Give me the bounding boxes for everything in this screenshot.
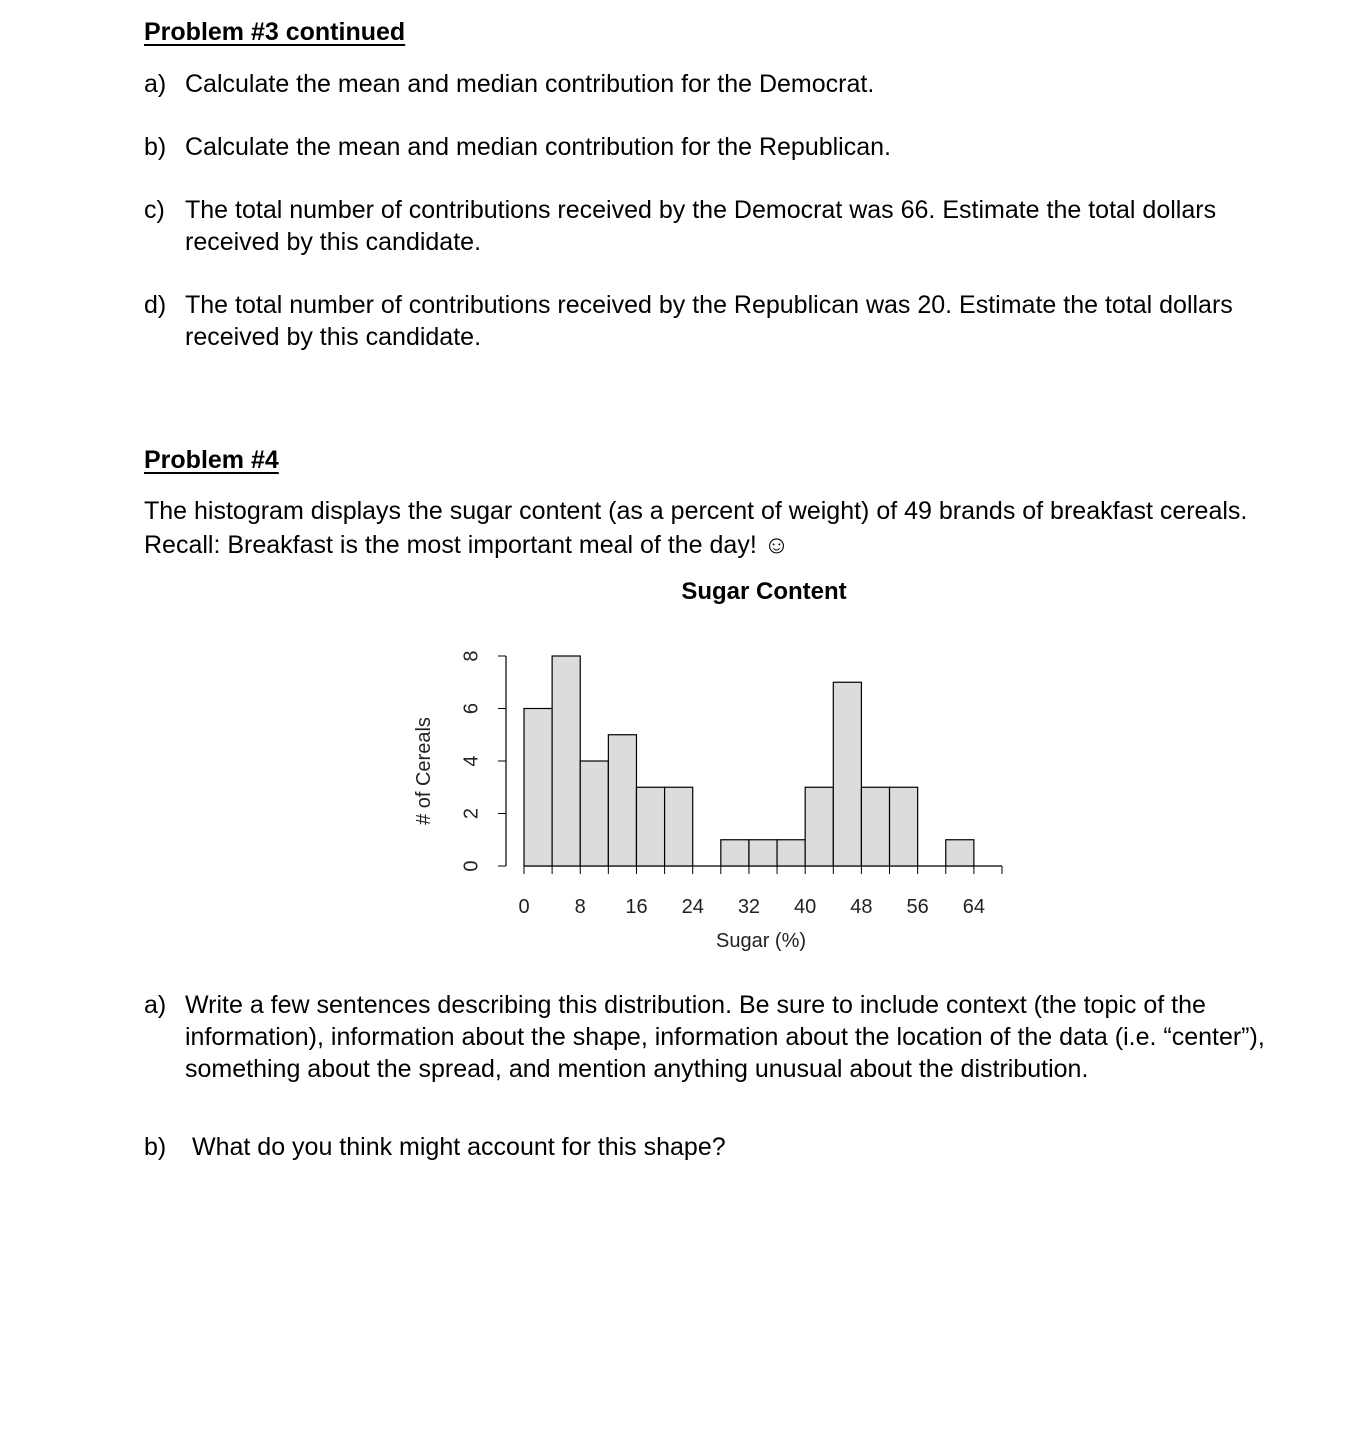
item-label: c) [144, 196, 165, 224]
y-axis-label: # of Cereals [413, 717, 435, 825]
item-text: Calculate the mean and median contribution for the Democrat. [185, 70, 875, 98]
x-tick-label: 0 [518, 896, 530, 918]
x-tick-label: 64 [962, 896, 986, 918]
x-tick-label: 56 [906, 896, 929, 918]
histogram-bar [580, 761, 608, 866]
item-label: a) [144, 991, 167, 1019]
y-tick-label: 2 [460, 807, 483, 820]
histogram-bar [861, 787, 889, 866]
item-label: d) [144, 291, 167, 319]
item-label: b) [144, 133, 167, 161]
histogram-bar [946, 840, 974, 866]
x-tick-label: 24 [681, 896, 704, 918]
x-tick-label: 32 [737, 896, 761, 918]
problem4-intro: The histogram displays the sugar content (as a percent of weight) of 49 brands of breakfast cereals. Recall: Breakfast is the most important meal of the day! ☺ [144, 497, 1248, 559]
chart-title: Sugar Content [681, 578, 847, 605]
problem3-item-a [144, 68, 1304, 100]
y-tick-label: 0 [460, 860, 483, 872]
problem4-item-a [144, 989, 1284, 1085]
histogram-bar [777, 840, 805, 866]
x-tick-label: 48 [850, 896, 873, 918]
problem3-item-d [144, 289, 1264, 353]
y-tick-label: 4 [460, 755, 483, 767]
histogram-bar [636, 787, 664, 866]
histogram-bar [524, 709, 552, 867]
item-text: Write a few sentences describing this distribution. Be sure to include context (the topic of the information), information about the shape, information about the location of the data (i.e. “center”), something about the spread, and mention anything unusual about the distribution. [185, 991, 1265, 1083]
x-tick-label: 40 [794, 896, 817, 918]
item-text: The total number of contributions received by the Republican was 20. Estimate the total dollars received by this candidate. [185, 291, 1233, 351]
problem3-item-b [144, 131, 1304, 163]
item-text: Calculate the mean and median contribution for the Republican. [185, 133, 891, 161]
x-tick-label: 8 [574, 896, 586, 918]
problem3-heading: Problem #3 continued [144, 18, 406, 46]
item-label: b) [144, 1133, 167, 1161]
histogram-bar [749, 840, 777, 866]
histogram-bar [890, 787, 918, 866]
problem4-heading: Problem #4 [144, 446, 279, 474]
histogram-bar [608, 735, 636, 866]
histogram-bar [833, 682, 861, 866]
x-tick-label: 16 [625, 896, 648, 918]
item-text: What do you think might account for this shape? [192, 1133, 726, 1161]
histogram-bar [721, 840, 749, 866]
y-tick-label: 8 [460, 650, 483, 662]
item-label: a) [144, 70, 167, 98]
x-axis-label: Sugar (%) [715, 930, 807, 952]
sugar-histogram [400, 630, 1040, 960]
histogram-bar [552, 656, 580, 866]
y-tick-label: 6 [460, 702, 483, 715]
problem3-item-c [144, 194, 1264, 258]
histogram-bar [805, 787, 833, 866]
problem4-item-b [144, 1131, 1304, 1163]
histogram-bar [665, 787, 693, 866]
item-text: The total number of contributions received by the Democrat was 66. Estimate the total dollars received by this candidate. [185, 196, 1217, 256]
